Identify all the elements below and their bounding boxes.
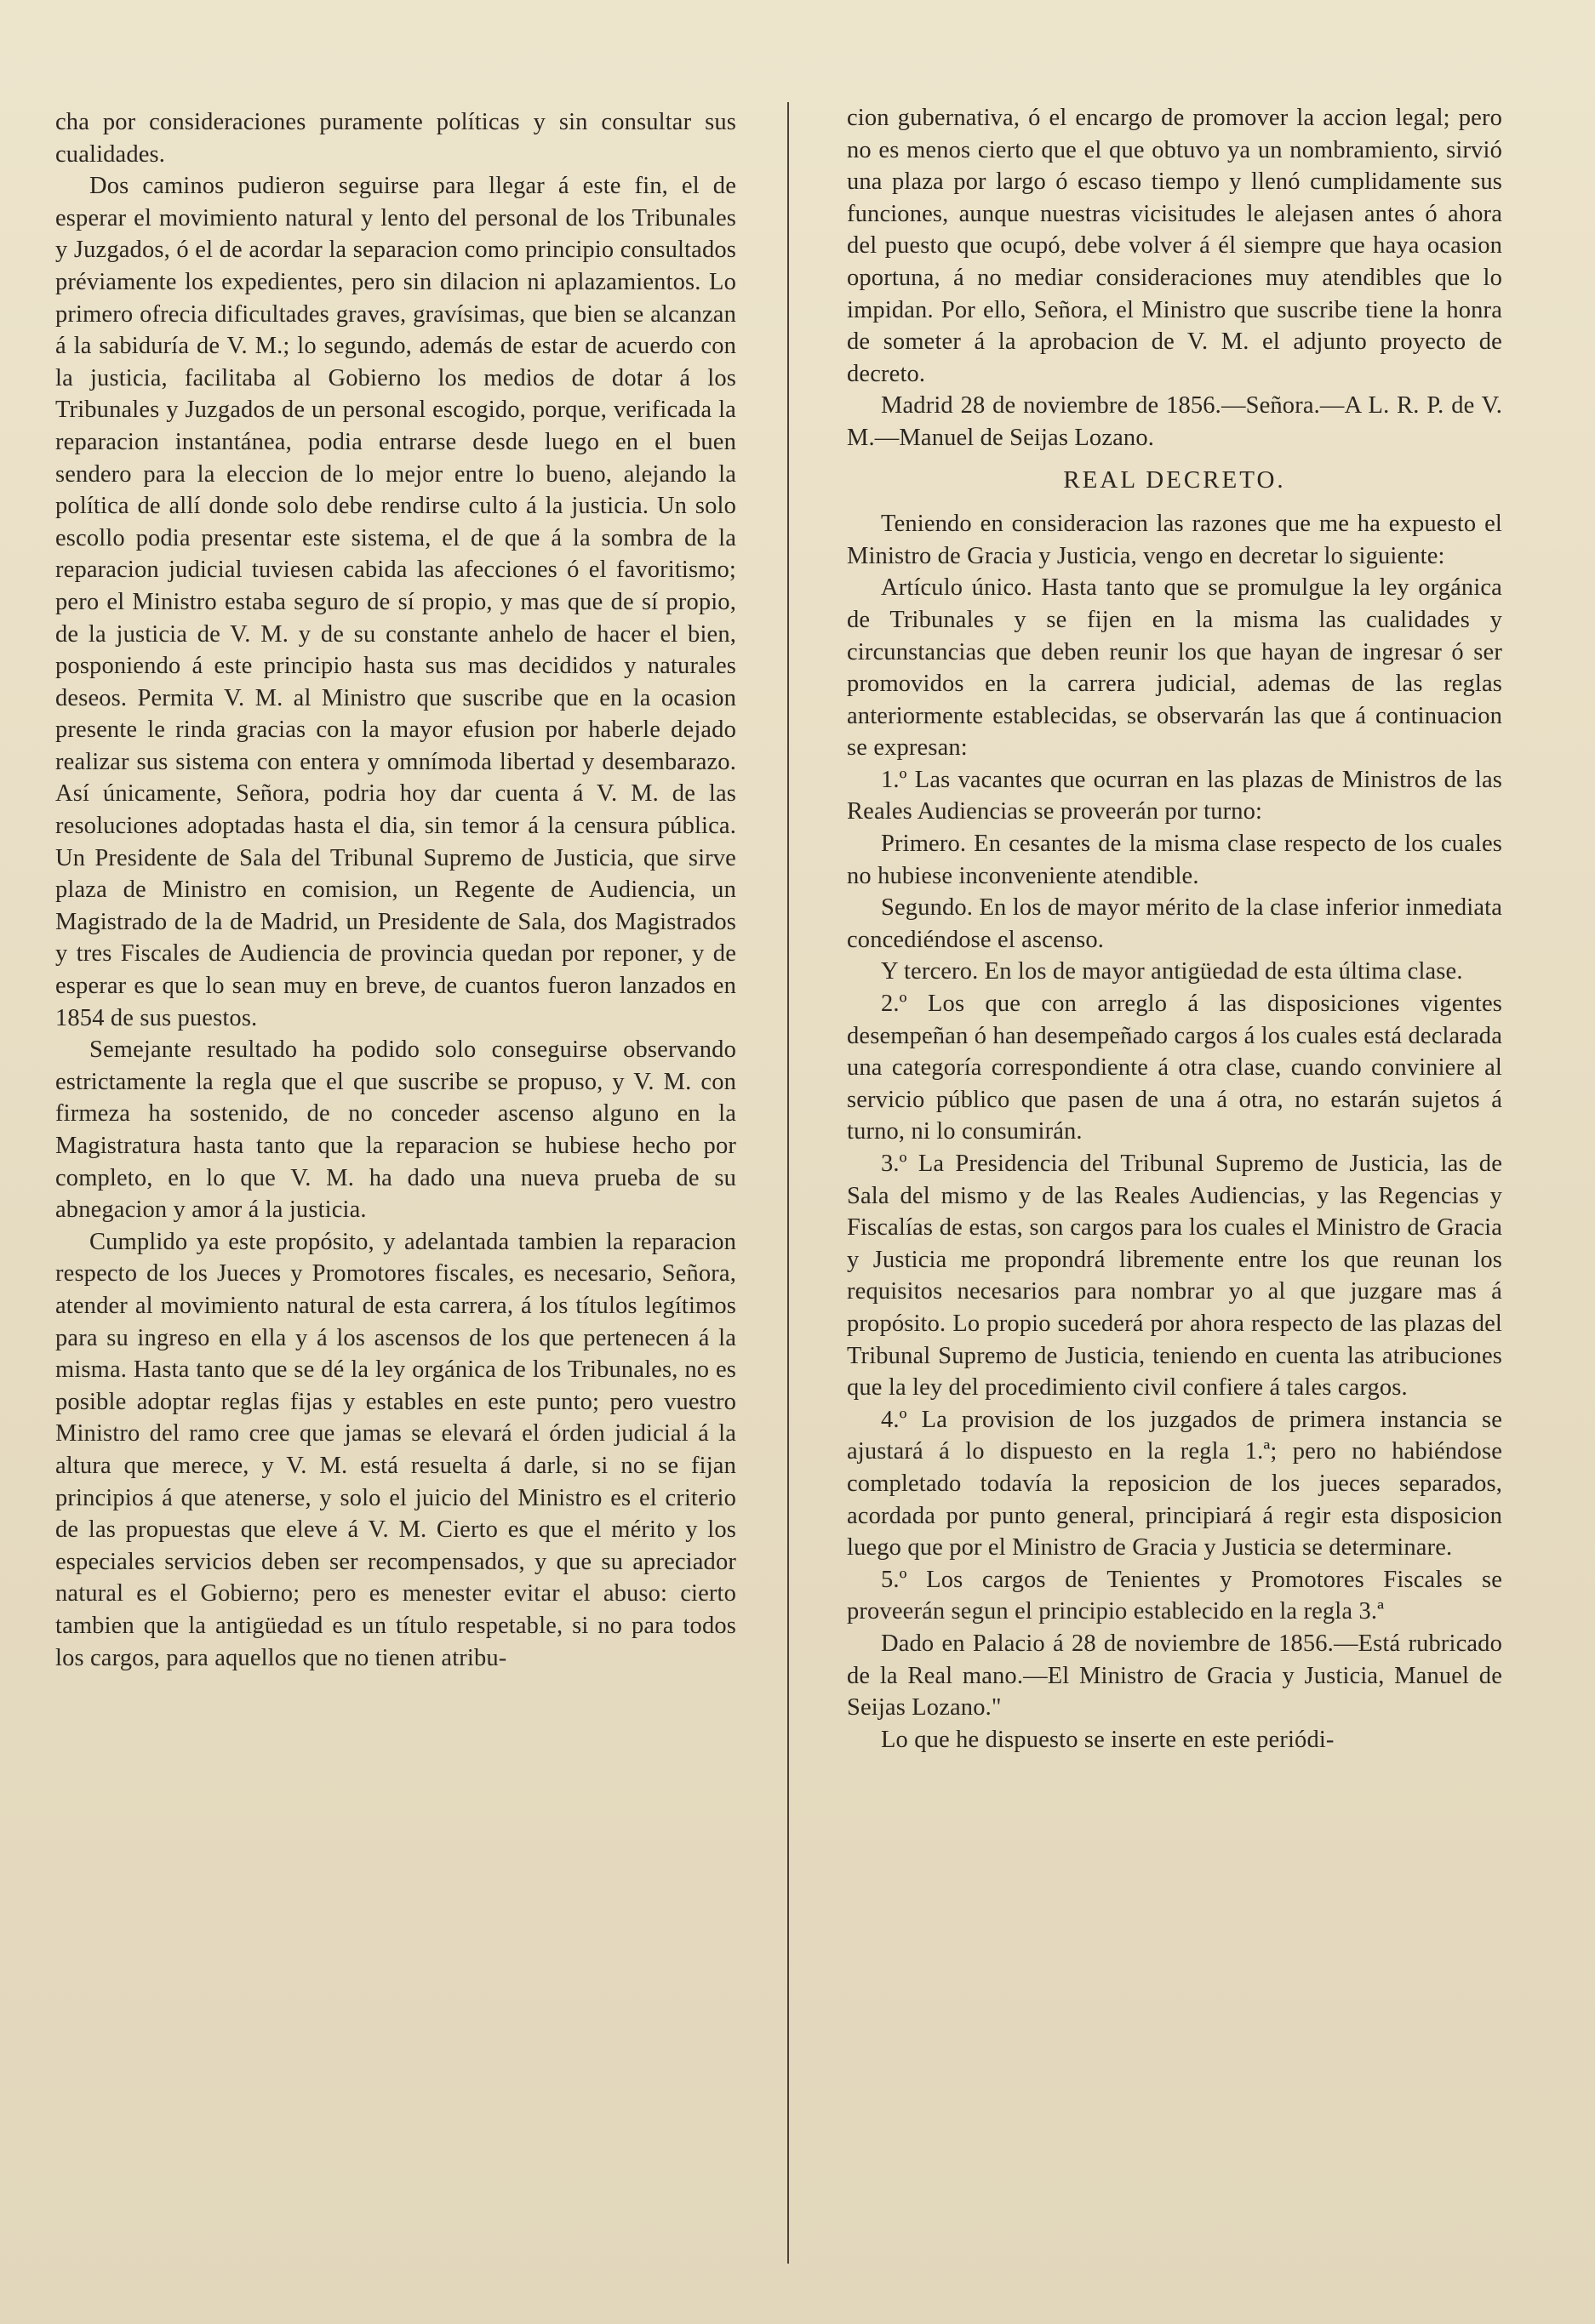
- decree-heading: REAL DECRETO.: [1063, 465, 1286, 494]
- right-column: [847, 102, 1502, 2196]
- column-divider: [787, 102, 789, 2264]
- closing-dated: Dado en Palacio á 28 de noviembre de 1856.—Está rubricado de la Real mano.—El Ministro de Gracia y Justicia, Manuel de Seijas Lozano.": [847, 1630, 1502, 1722]
- decree-intro: Teniendo en consideracion las razones que me ha expuesto el Ministro de Gracia y Justicia, vengo en decretar lo siguiente:: [847, 511, 1502, 569]
- rule-5: 5.º Los cargos de Tenientes y Promotores Fiscales se proveerán segun el principio establecido en la regla 3.ª: [847, 1566, 1502, 1625]
- closing-insert: Lo que he dispuesto se inserte en este periódi-: [881, 1726, 1335, 1753]
- rule-4: 4.º La provision de los juzgados de primera instancia se ajustará á lo dispuesto en la regla 1.ª; pero no habiéndose completado todavía la reposicion de los jueces separados, acordada por punto general, principiará á regir esta disposicion luego que por el Ministro de Gracia y Justicia se determinare.: [847, 1406, 1502, 1562]
- rule-1: 1.º Las vacantes que ocurran en las plazas de Ministros de las Reales Audiencias se proveerán por turno:: [847, 766, 1502, 825]
- paragraph-purpose: Cumplido ya este propósito, y adelantada tambien la reparacion respecto de los Jueces y Promotores fiscales, es necesario, Señora, atender al movimiento natural de esta carrera, á los títulos legítimos para su ingreso en ella y á los ascensos de los que pertenecen á la misma. Hasta tanto que se dé la ley orgánica de los Tribunales, no es posible adoptar reglas fijas y estables en este punto; pero vuestro Ministro del ramo cree que jamas se elevará el órden judicial á la altura que merece, y V. M. está resuelta á darle, si no se fijan principios á que atenerse, y solo el juicio del Ministro es el criterio de las propuestas que eleve á V. M. Cierto es que el mérito y los especiales servicios deben ser recompensados, y que su apreciador natural es el Gobierno; pero es menester evitar el abuso: cierto tambien que la antigüedad es un título respetable, si no para todos los cargos, para aquellos que no tienen atribu-: [55, 1228, 736, 1671]
- rule-1-second: Segundo. En los de mayor mérito de la clase inferior inmediata concediéndose el ascenso.: [847, 894, 1502, 953]
- rule-1-third: Y tercero. En los de mayor antigüedad de esta última clase.: [881, 958, 1463, 985]
- rule-3: 3.º La Presidencia del Tribunal Supremo de Justicia, las de Sala del mismo y de las Reales Audiencias, y las Regencias y Fiscalías de estas, son cargos para los cuales el Ministro de Gracia y Justicia me propondrá libremente entre los que reunan los requisitos necesarios para nombrar yo al que juzgare mas á propósito. Lo propio sucederá por ahora respecto de las plazas del Tribunal Supremo de Justicia, teniendo en cuenta las atribuciones que la ley del procedimiento civil confiere á tales cargos.: [847, 1151, 1502, 1402]
- paragraph-intro: cion gubernativa, ó el encargo de promover la accion legal; pero no es menos cierto que el que obtuvo ya un nombramiento, sirvió una plaza por largo ó escaso tiempo y llenó cumplidamente sus funciones, aunque nuestras vicisitudes le alejasen antes ó ahora del puesto que ocupó, debe volver á él siempre que haya ocasion oportuna, á no mediar consideraciones muy atendibles que lo impidan. Por ello, Señora, el Ministro que suscribe tiene la honra de someter á la aprobacion de V. M. el adjunto proyecto de decreto.: [847, 105, 1502, 387]
- decree-article: Artículo único. Hasta tanto que se promulgue la ley orgánica de Tribunales y se fijen en la misma las cualidades y circunstancias que deben reunir los que hayan de ingresar ó ser promovidos en la carrera judicial, ademas de las reglas anteriormente establecidas, se observarán las que á continuacion se expresan:: [847, 574, 1502, 762]
- paragraph-two-paths: Dos caminos pudieron seguirse para llegar á este fin, el de esperar el movimiento natural y lento del personal de los Tribunales y Juzgados, ó el de acordar la separacion como principio consultados préviamente los expedientes, pero sin dilacion ni aplazamientos. Lo primero ofrecia dificultades graves, gravísimas, que bien se alcanzan á la sabiduría de V. M.; lo segundo, además de estar de acuerdo con la justicia, facilitaba al Gobierno los medios de dotar á los Tribunales y Juzgados de un personal escogido, porque, verificada la reparacion instantánea, podia entrarse desde luego en el buen sendero para la eleccion de lo mejor entre lo bueno, alejando la política de allí donde solo debe rendirse culto á la justicia. Un solo escollo podia presentar este sistema, el de que á la sombra de la reparacion judicial tuviesen cabida las afecciones ó el favoritismo; pero el Ministro estaba seguro de sí propio, y mas que de sí propio, de la justicia de V. M. y de su constante anhelo de hacer el bien, posponiendo á este principio hasta sus mas decididos y naturales deseos. Permita V. M. al Ministro que suscribe que en la ocasion presente le rinda gracias con la mayor efusion por haberle dejado realizar sus sistema con entera y omnímoda libertad y desembarazo. Así únicamente, Señora, podria hoy dar cuenta á V. M. de las resoluciones adoptadas hasta el dia, sin temor á la censura pública. Un Presidente de Sala del Tribunal Supremo de Justicia, que sirve plaza de Ministro en comision, un Regente de Audiencia, un Magistrado de la de Madrid, un Presidente de Sala, dos Magistrados y tres Fiscales de Audiencia de provincia quedan por reponer, y de esperar es que lo sean muy en breve, de cuantos fueron lanzados en 1854 de sus puestos.: [55, 173, 736, 1031]
- rule-2: 2.º Los que con arreglo á las disposiciones vigentes desempeñan ó han desempeñado cargos á los cuales está declarada una categoría correspondiente á otra clase, cuando conviniere al servicio público que pasen de una á otra, no estarán sujetos á turno, ni lo consumirán.: [847, 991, 1502, 1145]
- rule-1-first: Primero. En cesantes de la misma clase respecto de los cuales no hubiese inconveniente atendible.: [847, 831, 1502, 889]
- paragraph-result: Semejante resultado ha podido solo conseguirse observando estrictamente la regla que el que suscribe se propuso, y V. M. con firmeza ha sostenido, de no conceder ascenso alguno en la Magistratura hasta tanto que la reparacion se hubiese hecho por completo, en lo que V. M. ha dado una nueva prueba de su abnegacion y amor á la justicia.: [55, 1036, 736, 1224]
- left-column: [55, 106, 736, 2196]
- paragraph-continuation: cha por consideraciones puramente políticas y sin consultar sus cualidades.: [55, 109, 736, 168]
- signature-line: Madrid 28 de noviembre de 1856.—Señora.—A L. R. P. de V. M.—Manuel de Seijas Lozano.: [847, 392, 1502, 451]
